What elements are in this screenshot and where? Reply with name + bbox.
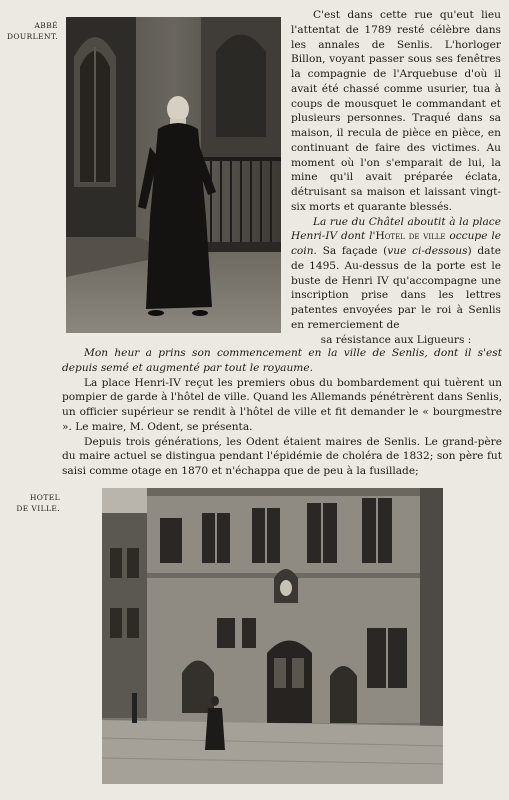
photo-caption-hotel: HOTEL DE VILLE. — [16, 493, 60, 513]
photo-caption-abbe: ABBÉ DOURLENT. — [6, 21, 58, 41]
italic-phrase-2: occupe le coin. — [291, 230, 501, 257]
paragraph-place-henri: La place Henri-IV reçut les premiers obus du bombardement qui tuèrent un pompier de garde à l'hôtel de ville. Quand les Allemands pénétrèrent dans Senlis, un officier supérieur se rendit à l'hôtel de ville et fit demander le « bourgmestre ». Le maire, M. Odent, se présenta. — [62, 376, 503, 433]
text-fragment-2: ) date de 1495. Au-dessus de la porte est le buste de Henri IV qu'accompagne une inscription prise dans les lettres patentes envoyées par le roi à Senlis en remerciement de — [291, 245, 501, 331]
paragraph-attentat: C'est dans cette rue qu'eut lieu l'attentat de 1789 resté célèbre dans les annales de Senlis. L'horloger Billon, voyant passer sous ses fenêtres la compagnie de l'Arquebuse d'où il avait été chassé comme usurier, tua à coups de mousquet le commandant et plusieurs personnes. Traqué dans sa maison, il recula de pièce en pièce, en continuant de faire des victimes. Au moment où l'on s'emparait de lui, la mine qu'il avait préparée éclata, détruisant sa maison et laissant vingt-six morts et quarante blessés. — [291, 9, 501, 213]
paragraph-odent: Depuis trois générations, les Odent étaient maires de Senlis. Le grand-père du maire actuel se distingua pendant l'épidémie de choléra de 1832; son père fut saisi comme otage en 1870 et n'échappa que de peu à la fusillade; — [62, 435, 502, 477]
paragraph-rue-chatel — [291, 215, 501, 333]
hotel-de-ville-photo — [102, 488, 443, 784]
paragraph-closing-line: sa résistance aux Ligueurs : — [320, 333, 472, 346]
italic-ref: vue ci-dessous — [387, 245, 468, 257]
smallcaps-hotel: Hotel de ville — [375, 230, 446, 243]
text-column — [291, 8, 501, 347]
abbe-dourlent-photo — [66, 17, 281, 333]
text-fragment: Sa façade ( — [316, 245, 388, 257]
full-width-text — [62, 346, 502, 479]
quote-text: Mon heur a prins son commencement en la ville de Senlis, dont il s'est depuis semé et augmenté par tout le royaume. — [62, 347, 502, 374]
italic-phrase: La rue du Châtel aboutit à la place Henri-IV dont l' — [291, 215, 501, 243]
quote-henri-iv — [62, 346, 502, 376]
